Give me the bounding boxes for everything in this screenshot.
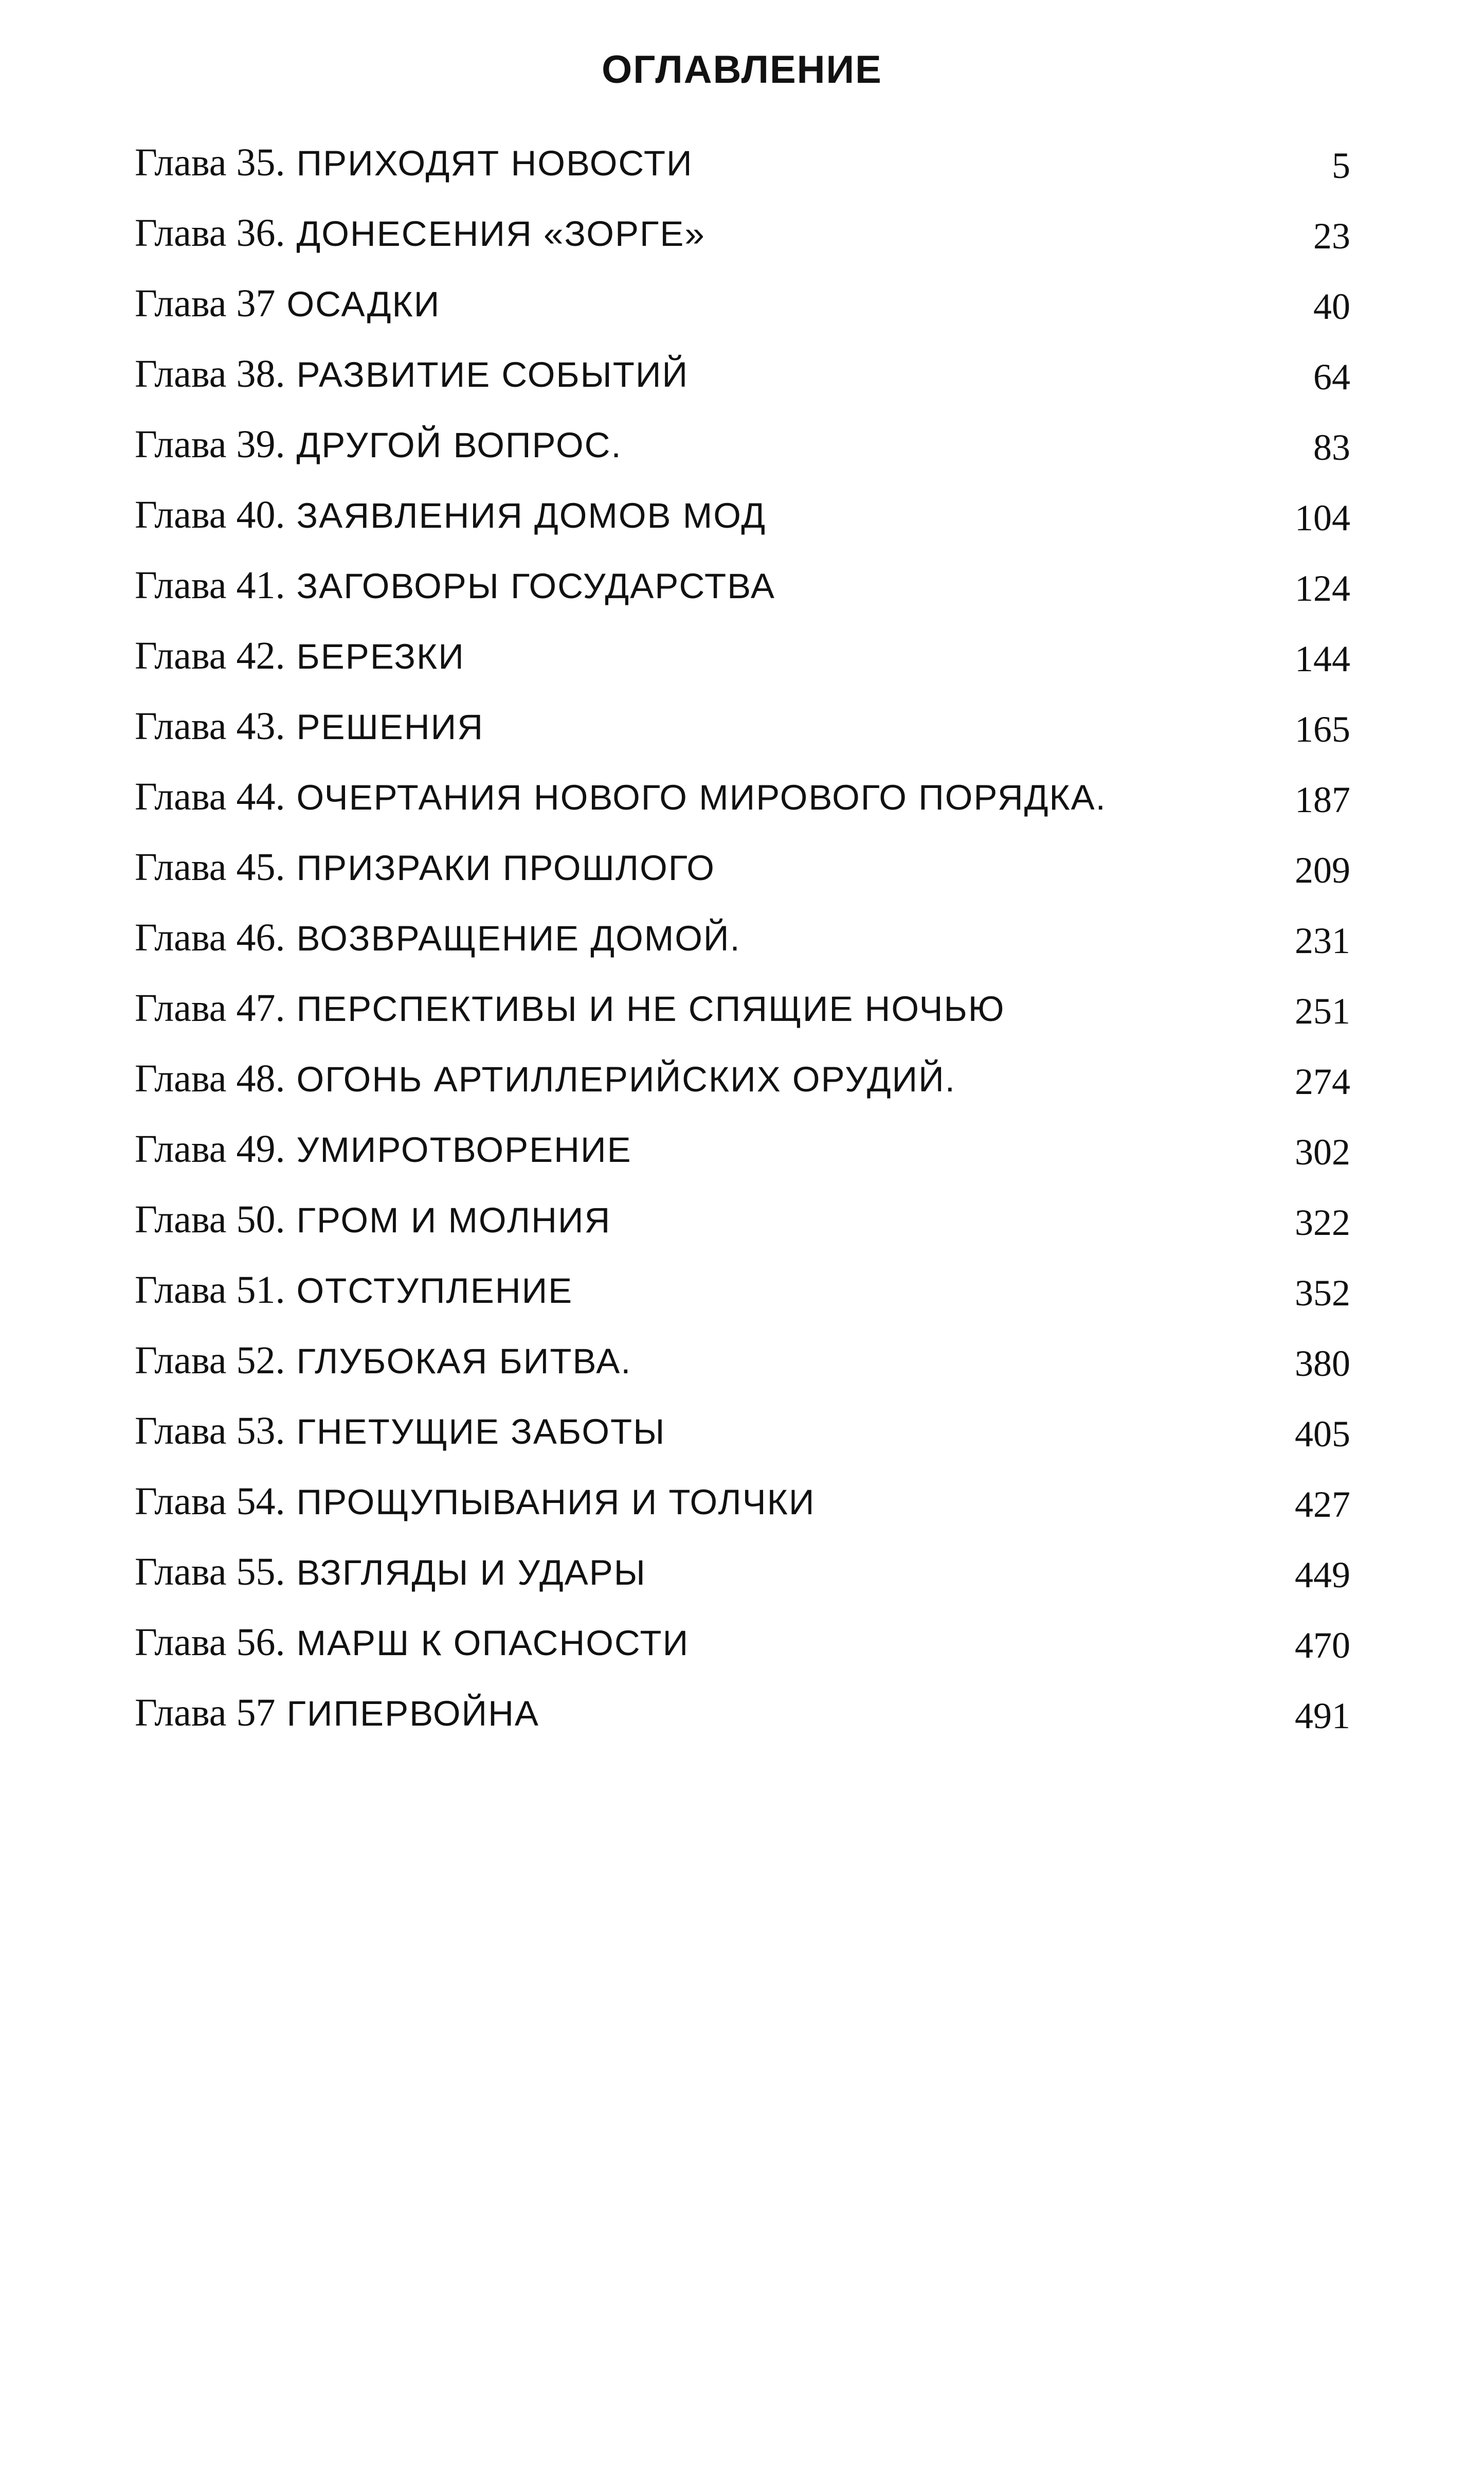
chapter-page-number: 427 <box>1295 1484 1350 1525</box>
chapter-title: ОЧЕРТАНИЯ НОВОГО МИРОВОГО ПОРЯДКА. <box>296 778 1107 817</box>
toc-entry <box>135 1693 1350 1764</box>
toc-entry <box>135 1200 1350 1270</box>
toc-entry <box>135 566 1350 636</box>
chapter-label: Глава 45. <box>135 846 285 889</box>
chapter-label: Глава 56. <box>135 1621 285 1664</box>
chapter-page-number: 449 <box>1295 1554 1350 1595</box>
toc-entry <box>135 495 1350 566</box>
chapter-page-number: 231 <box>1295 920 1350 961</box>
chapter-label: Глава 38. <box>135 352 285 396</box>
chapter-page-number: 380 <box>1295 1343 1350 1384</box>
chapter-title: ПРОЩУПЫВАНИЯ И ТОЛЧКИ <box>296 1482 816 1522</box>
chapter-title: ДРУГОЙ ВОПРОС. <box>296 425 622 465</box>
chapter-title: ОГОНЬ АРТИЛЛЕРИЙСКИХ ОРУДИЙ. <box>296 1060 956 1099</box>
chapter-label: Глава 47. <box>135 987 285 1030</box>
toc-entry <box>135 213 1350 284</box>
chapter-page-number: 352 <box>1295 1272 1350 1314</box>
chapter-title: ГИПЕРВОЙНА <box>286 1694 539 1733</box>
toc-entry <box>135 989 1350 1059</box>
chapter-page-number: 40 <box>1313 286 1350 327</box>
chapter-title: ОТСТУПЛЕНИЕ <box>296 1271 573 1311</box>
toc-entry <box>135 354 1350 425</box>
chapter-title: РАЗВИТИЕ СОБЫТИЙ <box>296 355 689 394</box>
toc-entry <box>135 1129 1350 1200</box>
chapter-label: Глава 55. <box>135 1550 285 1593</box>
toc-entry <box>135 636 1350 707</box>
toc-entry <box>135 425 1350 495</box>
chapter-title: МАРШ К ОПАСНОСТИ <box>296 1623 690 1663</box>
chapter-label: Глава 49. <box>135 1127 285 1171</box>
chapter-page-number: 23 <box>1313 216 1350 257</box>
chapter-page-number: 64 <box>1313 356 1350 398</box>
chapter-title: ПЕРСПЕКТИВЫ И НЕ СПЯЩИЕ НОЧЬЮ <box>296 989 1005 1029</box>
toc-entry <box>135 918 1350 989</box>
chapter-title: ПРИХОДЯТ НОВОСТИ <box>296 144 693 183</box>
chapter-label: Глава 51. <box>135 1268 285 1312</box>
toc-entry <box>135 1482 1350 1552</box>
chapter-label: Глава 50. <box>135 1198 285 1241</box>
chapter-title: ГРОМ И МОЛНИЯ <box>296 1200 611 1240</box>
chapter-label: Глава 40. <box>135 493 285 536</box>
chapter-page-number: 302 <box>1295 1132 1350 1173</box>
chapter-label: Глава 48. <box>135 1057 285 1100</box>
chapter-title: ОСАДКИ <box>286 284 441 324</box>
chapter-title: ДОНЕСЕНИЯ «ЗОРГЕ» <box>296 214 705 254</box>
toc-entry <box>135 284 1350 354</box>
chapter-label: Глава 52. <box>135 1339 285 1382</box>
chapter-page-number: 165 <box>1295 709 1350 750</box>
chapter-title: ГЛУБОКАЯ БИТВА. <box>296 1341 632 1381</box>
toc-entry <box>135 777 1350 848</box>
chapter-label: Глава 43. <box>135 705 285 748</box>
chapter-page-number: 491 <box>1295 1695 1350 1736</box>
toc-entry <box>135 1270 1350 1341</box>
chapter-label: Глава 41. <box>135 564 285 607</box>
chapter-label: Глава 35. <box>135 141 285 184</box>
toc-entry <box>135 1411 1350 1482</box>
chapter-title: ЗАЯВЛЕНИЯ ДОМОВ МОД <box>296 496 767 535</box>
chapter-label: Глава 57 <box>135 1691 276 1734</box>
toc-entry <box>135 848 1350 918</box>
chapter-title: БЕРЕЗКИ <box>296 637 465 676</box>
chapter-label: Глава 44. <box>135 775 285 818</box>
chapter-page-number: 322 <box>1295 1202 1350 1243</box>
toc-entry <box>135 1059 1350 1129</box>
chapter-title: УМИРОТВОРЕНИЕ <box>296 1130 632 1170</box>
chapter-page-number: 5 <box>1332 145 1350 186</box>
chapter-title: ВЗГЛЯДЫ И УДАРЫ <box>296 1553 646 1592</box>
chapter-page-number: 187 <box>1295 779 1350 820</box>
toc-entry <box>135 143 1350 213</box>
chapter-page-number: 209 <box>1295 850 1350 891</box>
chapter-title: ГНЕТУЩИЕ ЗАБОТЫ <box>296 1412 666 1451</box>
chapter-label: Глава 39. <box>135 423 285 466</box>
chapter-label: Глава 36. <box>135 211 285 255</box>
chapter-page-number: 104 <box>1295 497 1350 539</box>
toc-heading: ОГЛАВЛЕНИЕ <box>602 48 882 92</box>
chapter-label: Глава 46. <box>135 916 285 959</box>
chapter-title: ПРИЗРАКИ ПРОШЛОГО <box>296 848 715 888</box>
chapter-page-number: 251 <box>1295 991 1350 1032</box>
chapter-label: Глава 54. <box>135 1480 285 1523</box>
toc-entry <box>135 707 1350 777</box>
chapter-title: ВОЗВРАЩЕНИЕ ДОМОЙ. <box>296 919 741 958</box>
toc-entry <box>135 1552 1350 1623</box>
chapter-page-number: 274 <box>1295 1061 1350 1102</box>
chapter-page-number: 83 <box>1313 427 1350 468</box>
chapter-title: ЗАГОВОРЫ ГОСУДАРСТВА <box>296 566 775 606</box>
toc-list <box>135 143 1350 1764</box>
toc-entry <box>135 1341 1350 1411</box>
chapter-label: Глава 53. <box>135 1409 285 1452</box>
chapter-label: Глава 42. <box>135 634 285 677</box>
chapter-page-number: 470 <box>1295 1625 1350 1666</box>
toc-entry <box>135 1623 1350 1693</box>
chapter-page-number: 144 <box>1295 638 1350 679</box>
chapter-page-number: 124 <box>1295 568 1350 609</box>
chapter-label: Глава 37 <box>135 282 276 325</box>
chapter-page-number: 405 <box>1295 1413 1350 1455</box>
chapter-title: РЕШЕНИЯ <box>296 707 484 747</box>
